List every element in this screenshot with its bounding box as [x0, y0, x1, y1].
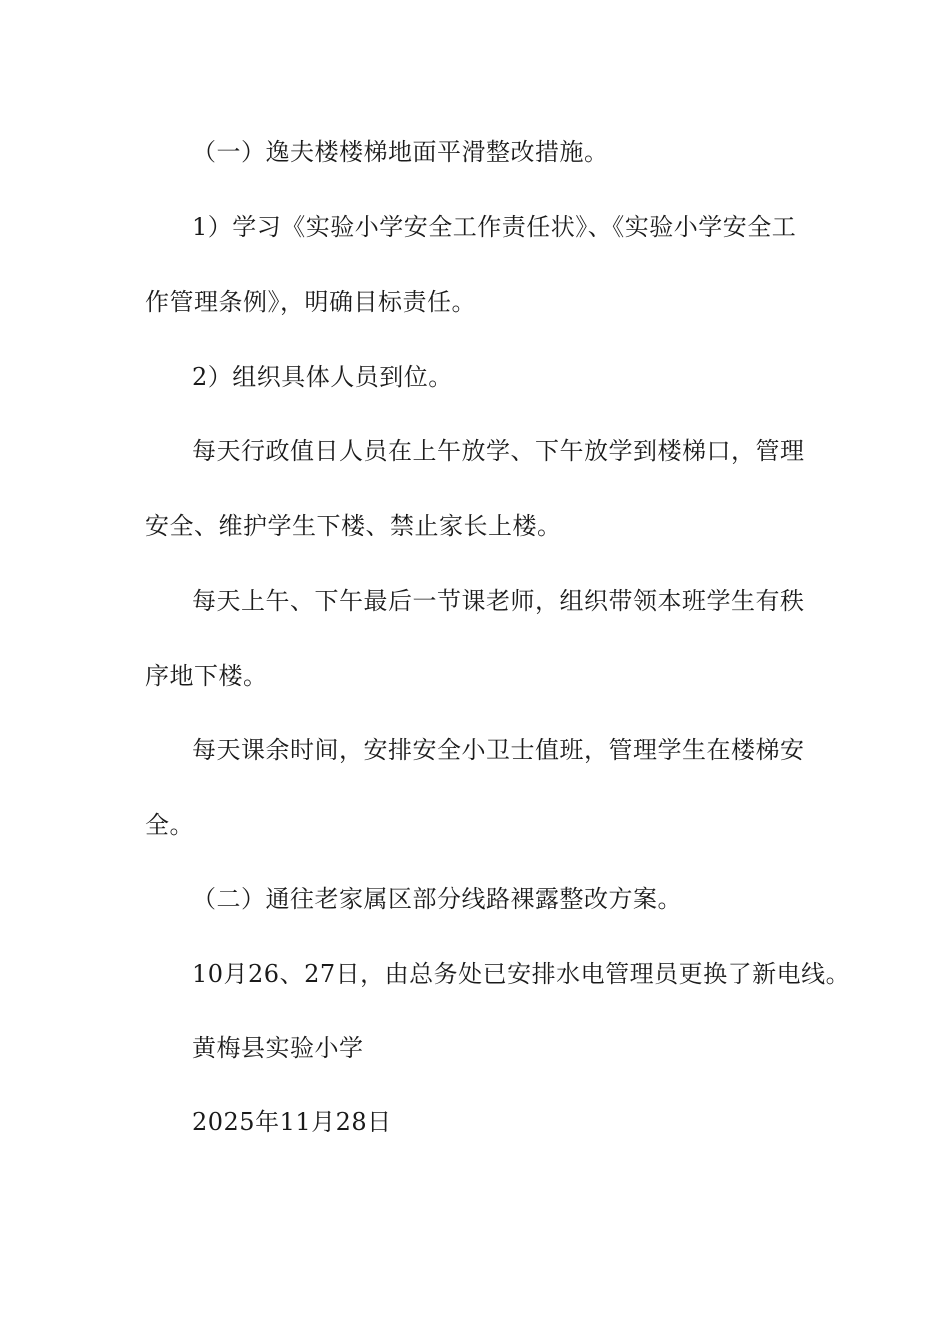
- paragraph-line: 2）组织具体人员到位。: [192, 363, 453, 391]
- paragraph-line: 每天课余时间，安排安全小卫士值班，管理学生在楼梯安: [192, 736, 805, 764]
- paragraph-line: 作管理条例》，明确目标责任。: [145, 288, 476, 316]
- section-heading-1: （一）逸夫楼楼梯地面平滑整改措施。: [192, 138, 609, 166]
- signature-organization: 黄梅县实验小学: [192, 1034, 364, 1062]
- signature-date: 2025年11月28日: [192, 1108, 392, 1136]
- paragraph-line: 安全、维护学生下楼、禁止家长上楼。: [145, 512, 562, 540]
- paragraph-line: 全。: [145, 811, 194, 839]
- paragraph-line: 序地下楼。: [145, 662, 268, 690]
- paragraph-line: 1）学习《实验小学安全工作责任状》、《实验小学安全工: [192, 213, 797, 241]
- paragraph-line: 每天上午、下午最后一节课老师，组织带领本班学生有秩: [192, 587, 805, 615]
- paragraph-line: 每天行政值日人员在上午放学、下午放学到楼梯口，管理: [192, 437, 805, 465]
- section-heading-2: （二）通往老家属区部分线路裸露整改方案。: [192, 885, 682, 913]
- paragraph-line: 10月26、27日，由总务处已安排水电管理员更换了新电线。: [192, 960, 851, 988]
